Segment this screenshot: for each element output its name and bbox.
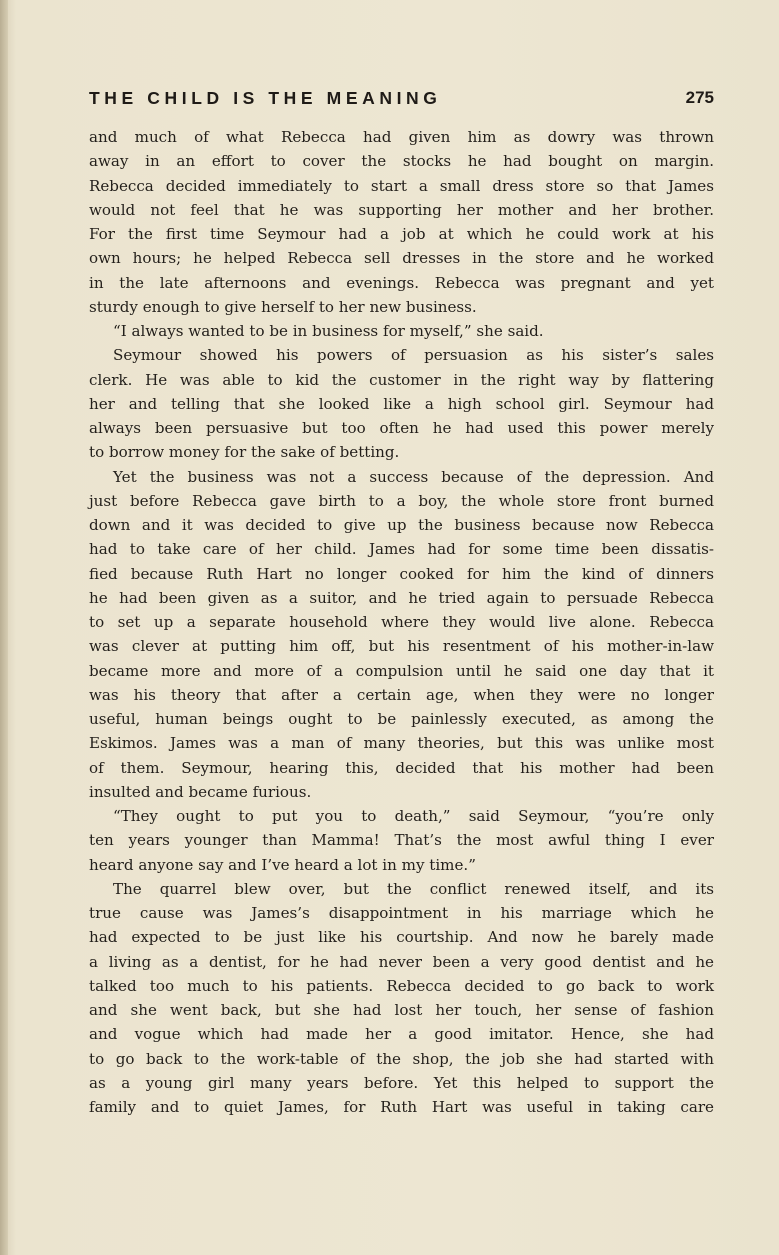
text-line: her and telling that she looked like a high school girl. Seymour had bbox=[89, 394, 714, 413]
text-line: insulted and became furious. bbox=[89, 782, 312, 801]
text-line: was clever at putting him off, but his resentment of his mother-in-law bbox=[89, 637, 714, 656]
text-line: a living as a dentist, for he had never been a very good dentist and he bbox=[89, 952, 714, 971]
text-line: he had been given as a suitor, and he tried again to persuade Rebecca bbox=[89, 588, 714, 607]
text-line: fied because Ruth Hart no longer cooked for him the kind of dinners bbox=[89, 564, 714, 583]
page-number: 275 bbox=[685, 88, 714, 107]
body-text bbox=[89, 125, 714, 1119]
text-line: and she went back, but she had lost her touch, her sense of fashion bbox=[89, 1001, 714, 1019]
text-line: to borrow money for the sake of betting. bbox=[89, 443, 400, 462]
text-line: away in an effort to cover the stocks he had bought on margin. bbox=[89, 152, 714, 171]
page-gutter bbox=[0, 0, 8, 1255]
text-line: heard anyone say and I’ve heard a lot in my time.” bbox=[89, 855, 476, 874]
running-head-title: THE CHILD IS THE MEANING bbox=[89, 88, 442, 108]
text-line: useful, human beings ought to be painlessly executed, as among the bbox=[89, 710, 714, 728]
text-line: down and it was decided to give up the business because now Rebecca bbox=[89, 516, 714, 534]
running-head bbox=[89, 86, 714, 112]
text-line: always been persuasive but too often he had used this power merely bbox=[89, 419, 714, 437]
text-line: just before Rebecca gave birth to a boy, the whole store front burned bbox=[89, 491, 714, 510]
text-line: Yet the business was not a success because of the depression. And bbox=[113, 467, 714, 486]
text-line: Rebecca decided immediately to start a small dress store so that James bbox=[89, 176, 714, 195]
text-line: had expected to be just like his courtship. And now he barely made bbox=[89, 928, 714, 947]
text-line: as a young girl many years before. Yet this helped to support the bbox=[89, 1073, 714, 1092]
text-line: talked too much to his patients. Rebecca decided to go back to work bbox=[89, 976, 714, 995]
text-line: and much of what Rebecca had given him as dowry was thrown bbox=[89, 128, 714, 146]
text-line: of them. Seymour, hearing this, decided that his mother had been bbox=[89, 758, 714, 777]
text-line: Seymour showed his powers of persuasion as his sister’s sales bbox=[113, 346, 714, 365]
text-line: The quarrel blew over, but the conflict renewed itself, and its bbox=[113, 879, 714, 898]
text-line: had to take care of her child. James had for some time been dissatis- bbox=[89, 540, 714, 559]
text-line: For the first time Seymour had a job at which he could work at his bbox=[89, 225, 714, 243]
text-line: was his theory that after a certain age, when they were no longer bbox=[89, 685, 714, 704]
text-line: family and to quiet James, for Ruth Hart was useful in taking care bbox=[89, 1098, 714, 1116]
text-line: own hours; he helped Rebecca sell dresses in the store and he worked bbox=[89, 249, 714, 268]
text-line: and vogue which had made her a good imitator. Hence, she had bbox=[89, 1025, 714, 1044]
text-line: to go back to the work-table of the shop, the job she had started with bbox=[89, 1049, 714, 1068]
text-line: clerk. He was able to kid the customer in the right way by flattering bbox=[89, 370, 714, 389]
text-line: sturdy enough to give herself to her new business. bbox=[89, 297, 477, 316]
text-line: Eskimos. James was a man of many theories, but this was unlike most bbox=[89, 734, 714, 753]
text-line: to set up a separate household where they would live alone. Rebecca bbox=[89, 613, 714, 631]
text-line: true cause was James’s disappointment in his marriage which he bbox=[89, 904, 714, 922]
text-line: ten years younger than Mamma! That’s the most awful thing I ever bbox=[89, 831, 714, 850]
text-line: “I always wanted to be in business for myself,” she said. bbox=[113, 322, 544, 340]
text-line: “They ought to put you to death,” said Seymour, “you’re only bbox=[113, 807, 714, 825]
text-line: became more and more of a compulsion until he said one day that it bbox=[89, 661, 714, 680]
text-line: in the late afternoons and evenings. Rebecca was pregnant and yet bbox=[89, 273, 714, 292]
text-line: would not feel that he was supporting her mother and her brother. bbox=[89, 200, 714, 219]
